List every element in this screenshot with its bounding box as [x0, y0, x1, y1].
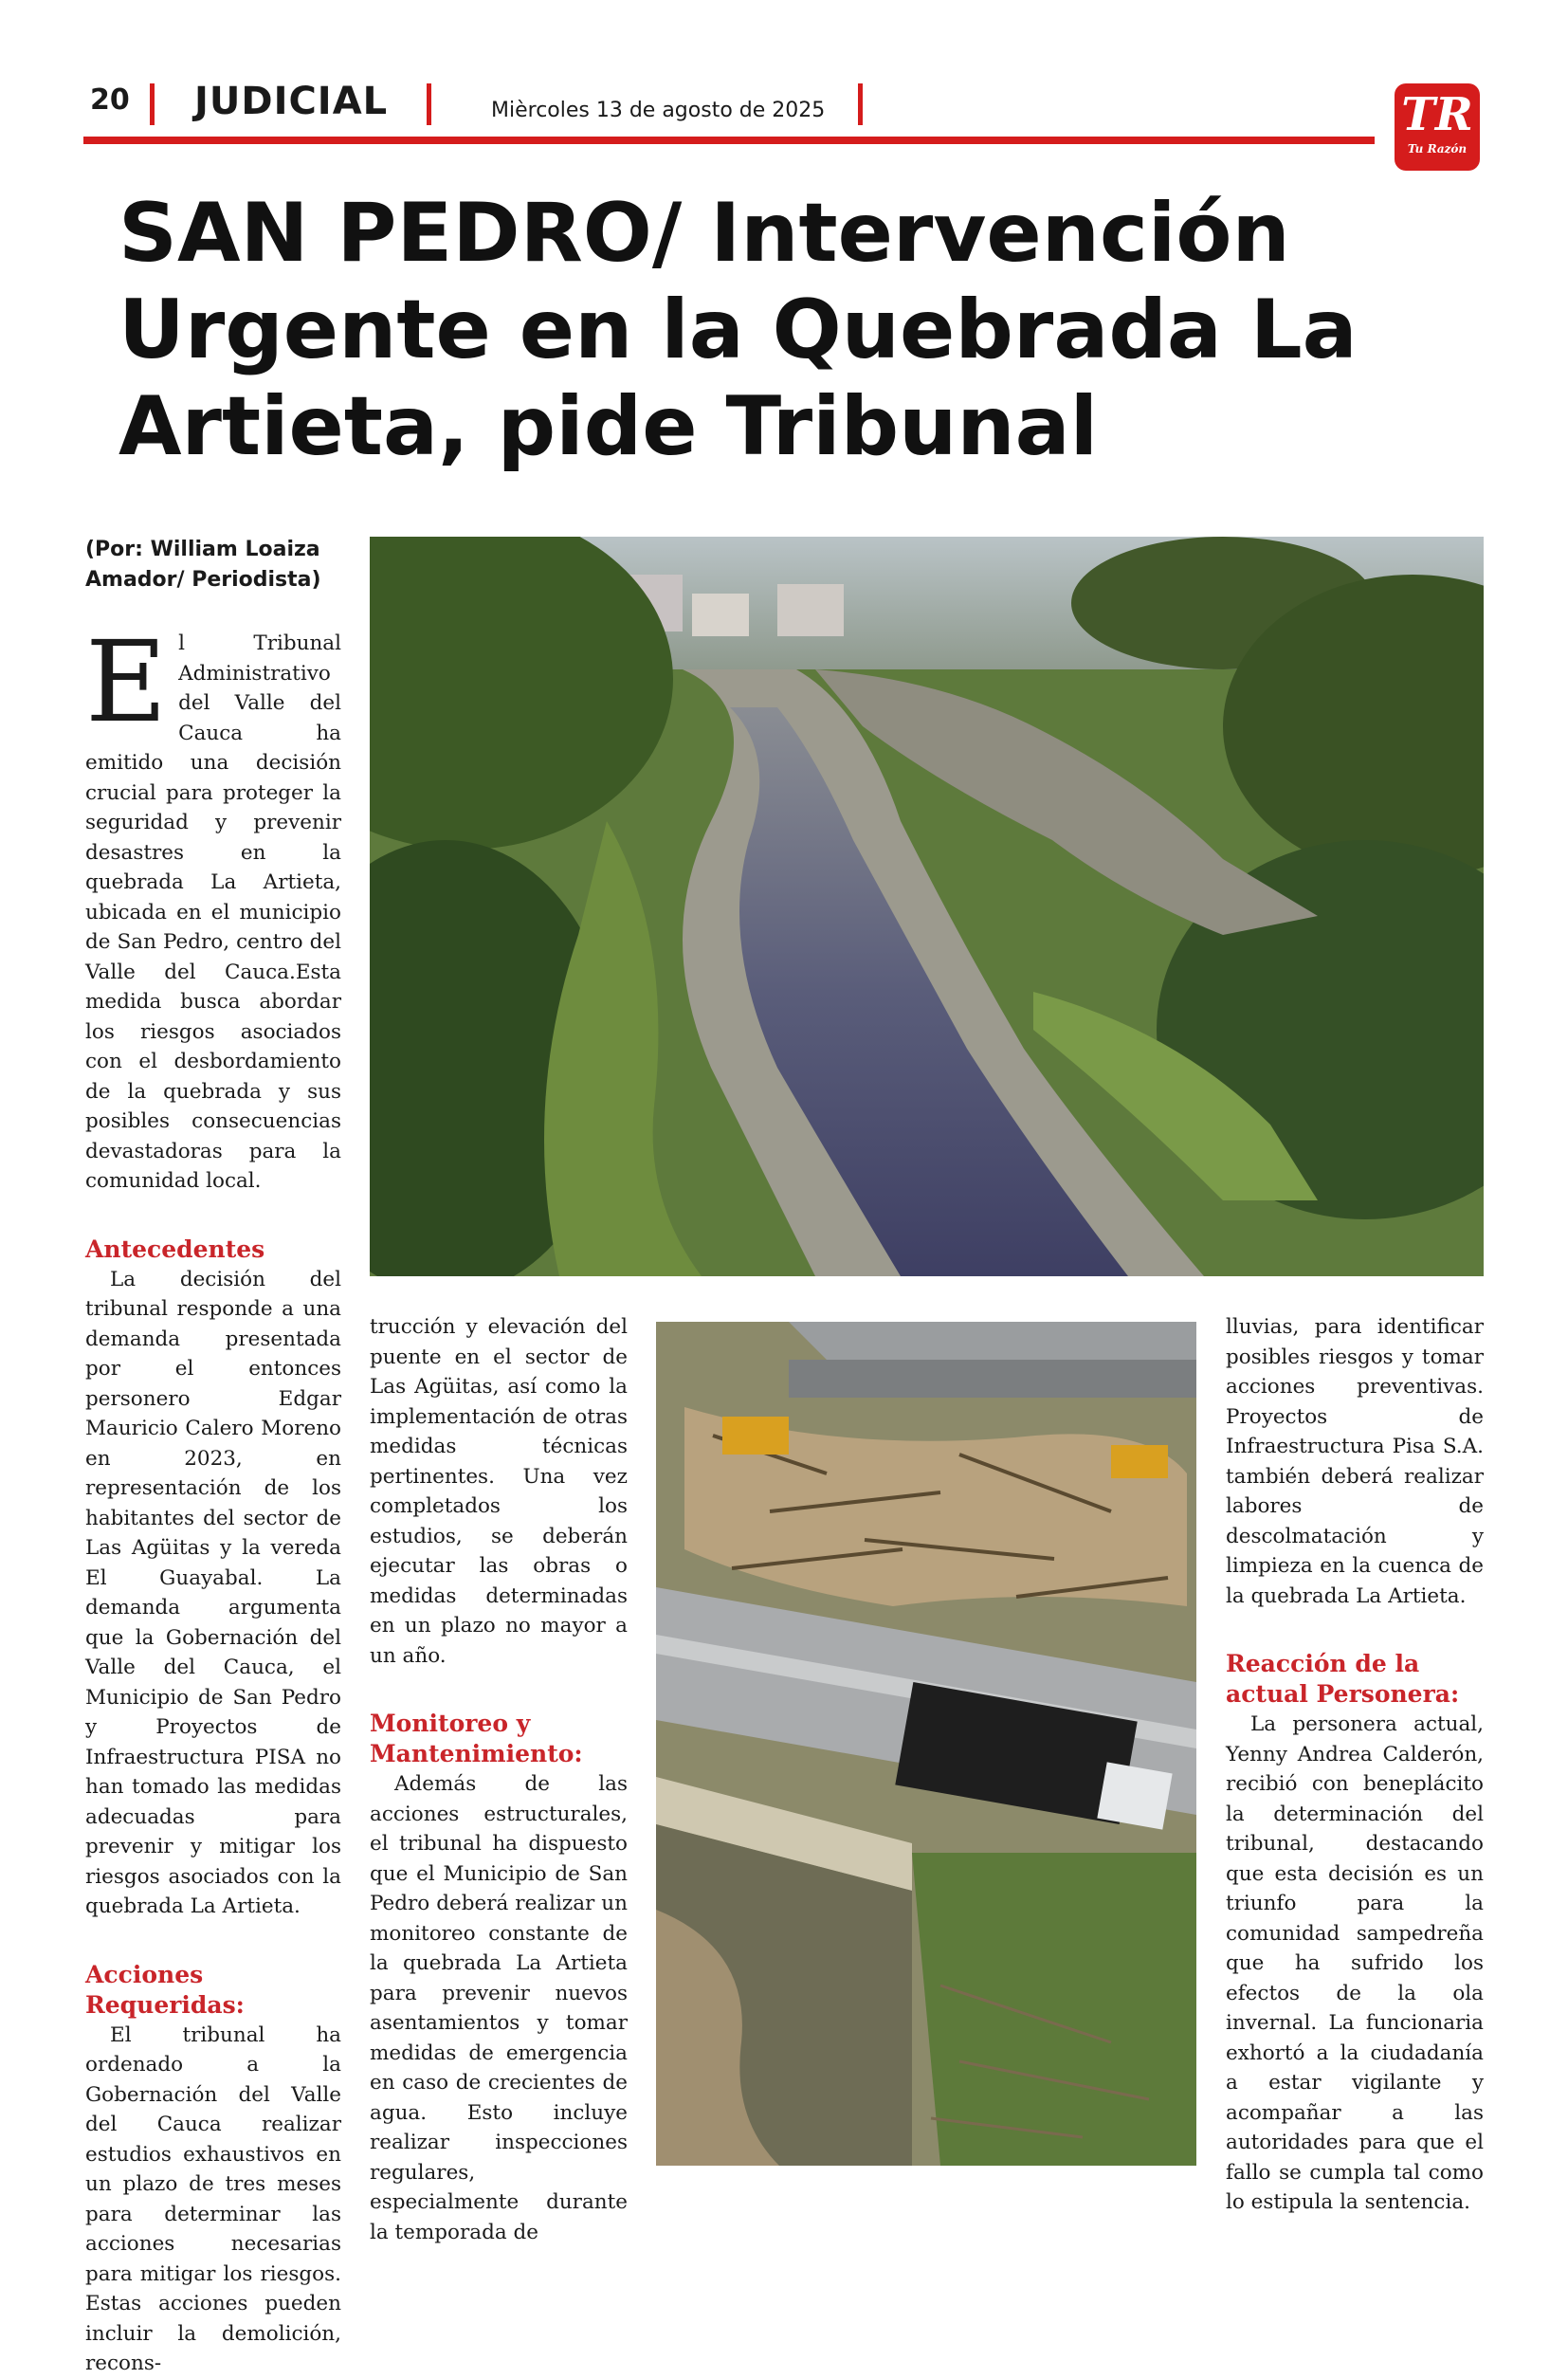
subhead-monitoreo: Monitoreo y Mantenimiento:	[370, 1710, 583, 1767]
header-rule	[83, 137, 1375, 144]
header-divider	[150, 83, 155, 125]
acciones-paragraph-cont: trucción y elevación del puente en el sector de Las Agüitas, así como la implementación de otras medidas técnicas pertinentes. Una vez completados los estudios, se deberán ejecutar las obras o medidas determinadas en un plazo no mayor a un año.	[370, 1315, 628, 1668]
drop-cap: E	[85, 616, 168, 747]
subhead-reaccion: Reacción de la actual Personera:	[1226, 1650, 1460, 1708]
article-column-3	[1226, 1312, 1484, 2218]
issue-date: Mièrcoles 13 de agosto de 2025	[491, 99, 826, 122]
logo-text: Tu Razón	[1407, 142, 1468, 156]
article-headline: SAN PEDRO/ Intervención Urgente en la Quebrada La Artieta, pide Tribunal	[119, 186, 1358, 474]
subhead-acciones: Acciones Requeridas:	[85, 1960, 245, 2019]
newspaper-logo	[1395, 83, 1480, 171]
antecedentes-paragraph: La decisión del tribunal responde a una demanda presentada por el entonces personero Edgar Mauricio Calero Moreno en 2023, en representación de los habitantes del sector de Las Agüitas y la vereda El Guayabal. La demanda argumenta que la Gobernación del Valle del Cauca, el Municipio de San Pedro y Proyectos de Infraestructura PISA no han tomado las medidas adecuadas para prevenir y mitigar los riesgos asociados con la quebrada La Artieta.	[85, 1267, 341, 1918]
article-column-2	[370, 1312, 628, 2247]
article-column-1	[85, 616, 341, 2379]
section-title: JUDICIAL	[194, 80, 389, 123]
acciones-paragraph-start: El tribunal ha ordenado a la Gobernación del Valle del Cauca realizar estudios exhaustivos en un plazo de tres meses para determinar las acciones necesarias para mitigar los riesgos. Estas acciones pueden incluir la demolición, recons-	[85, 2022, 341, 2375]
intro-text: l Tribunal Administrativo del Valle del Cauca ha emitido una decisión crucial para proteger la seguridad y prevenir desastres en la quebrada La Artieta, ubicada en el municipio de San Pedro, centro del Valle del Cauca.Esta medida busca abordar los riesgos asociados con el desbordamiento de la quebrada y sus posibles consecuencias devastadoras para la comunidad local.	[85, 631, 341, 1193]
header-divider	[427, 83, 431, 125]
logo-mark: TR	[1401, 88, 1473, 141]
article-byline: (Por: William Loaiza Amador/ Periodista)	[85, 538, 321, 592]
header-divider	[858, 83, 863, 125]
monitoreo-paragraph-start: Además de las acciones estructurales, el tribunal ha dispuesto que el Municipio de San Pedro deberá realizar un monitoreo constante de la quebrada La Artieta para prevenir nuevos asentamientos y tomar medidas de emergencia en caso de crecientes de agua. Esto incluye realizar inspecciones regulares, especialmente durante la temporada de	[370, 1772, 628, 2244]
bridge-debris-photo	[656, 1322, 1196, 2166]
monitoreo-paragraph-cont: lluvias, para identificar posibles riesgos y tomar acciones preventivas. Proyectos de Infraestructura Pisa S.A. también deberá realizar labores de descolmatación y limpieza en la cuenca de la quebrada La Artieta.	[1226, 1315, 1484, 1608]
intro-paragraph	[85, 616, 341, 1197]
page-number: 20	[90, 83, 130, 117]
reaccion-paragraph: La personera actual, Yenny Andrea Calderón, recibió con beneplácito la determinación del tribunal, destacando que esta decisión es un triunfo para la comunidad sampedreña que ha sufrido los efectos de la ola invernal. La funcionaria exhortó a la ciudadanía a estar vigilante y acompañar a las autoridades para que el fallo se cumpla tal como lo estipula la sentencia.	[1226, 1712, 1484, 2214]
subhead-antecedentes: Antecedentes	[85, 1235, 265, 1263]
creek-photo	[370, 537, 1484, 1276]
